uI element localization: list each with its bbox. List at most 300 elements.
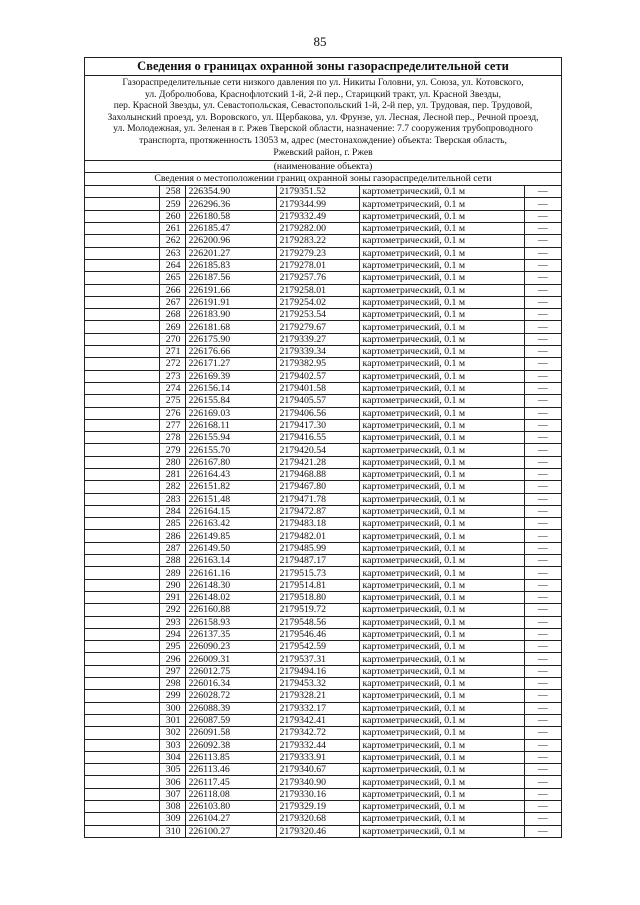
- dash-cell: —: [524, 604, 561, 616]
- determination-method: картометрический, 0.1 м: [359, 628, 524, 640]
- coordinate-y: 2179453.32: [276, 678, 359, 690]
- determination-method: картометрический, 0.1 м: [359, 493, 524, 505]
- dash-cell: —: [524, 321, 561, 333]
- dash-cell: —: [524, 714, 561, 726]
- object-description-line: Захолынский проезд, ул. Воровского, ул. Щербакова, ул. Фрунзе, ул. Лесная, Лесной пер., Речной проезд,: [107, 111, 539, 123]
- blank-cell: [85, 432, 159, 444]
- determination-method: картометрический, 0.1 м: [359, 665, 524, 677]
- blank-cell: [85, 456, 159, 468]
- point-number: 275: [159, 395, 185, 407]
- coordinate-x: 226156.14: [185, 382, 276, 394]
- table-row: [85, 370, 561, 382]
- table-row: [85, 616, 561, 628]
- blank-cell: [85, 370, 159, 382]
- table-row: [85, 358, 561, 370]
- blank-cell: [85, 776, 159, 788]
- determination-method: картометрический, 0.1 м: [359, 690, 524, 702]
- determination-method: картометрический, 0.1 м: [359, 751, 524, 763]
- point-number: 310: [159, 825, 185, 837]
- coordinate-y: 2179339.34: [276, 346, 359, 358]
- blank-cell: [85, 616, 159, 628]
- object-description-line: ул. Добролюбова, Краснофлотский 1-й, 2-й пер., Старицкий тракт, ул. Красной Звезды,: [144, 88, 502, 100]
- table-row: [85, 432, 561, 444]
- blank-cell: [85, 223, 159, 235]
- coordinate-x: 226113.46: [185, 764, 276, 776]
- coordinate-y: 2179279.67: [276, 321, 359, 333]
- dash-cell: —: [524, 813, 561, 825]
- point-number: 272: [159, 358, 185, 370]
- point-number: 307: [159, 788, 185, 800]
- table-row: [85, 653, 561, 665]
- point-number: 293: [159, 616, 185, 628]
- dash-cell: —: [524, 616, 561, 628]
- dash-cell: —: [524, 702, 561, 714]
- coordinate-y: 2179283.22: [276, 235, 359, 247]
- blank-cell: [85, 727, 159, 739]
- table-row: [85, 825, 561, 837]
- determination-method: картометрический, 0.1 м: [359, 259, 524, 271]
- point-number: 278: [159, 432, 185, 444]
- dash-cell: —: [524, 395, 561, 407]
- blank-cell: [85, 702, 159, 714]
- determination-method: картометрический, 0.1 м: [359, 788, 524, 800]
- point-number: 304: [159, 751, 185, 763]
- table-row: [85, 628, 561, 640]
- coordinate-x: 226160.88: [185, 604, 276, 616]
- blank-cell: [85, 801, 159, 813]
- table-row: [85, 296, 561, 308]
- table-row: [85, 764, 561, 776]
- blank-cell: [85, 542, 159, 554]
- determination-method: картометрический, 0.1 м: [359, 813, 524, 825]
- determination-method: картометрический, 0.1 м: [359, 714, 524, 726]
- coordinate-y: 2179421.28: [276, 456, 359, 468]
- table-row: [85, 567, 561, 579]
- table-row: [85, 641, 561, 653]
- table-row: [85, 346, 561, 358]
- determination-method: картометрический, 0.1 м: [359, 776, 524, 788]
- coordinate-x: 226155.84: [185, 395, 276, 407]
- dash-cell: —: [524, 358, 561, 370]
- table-row: [85, 604, 561, 616]
- coordinate-x: 226171.27: [185, 358, 276, 370]
- dash-cell: —: [524, 419, 561, 431]
- blank-cell: [85, 813, 159, 825]
- point-number: 306: [159, 776, 185, 788]
- dash-cell: —: [524, 284, 561, 296]
- determination-method: картометрический, 0.1 м: [359, 604, 524, 616]
- coordinate-y: 2179342.72: [276, 727, 359, 739]
- dash-cell: —: [524, 825, 561, 837]
- table-row: [85, 591, 561, 603]
- blank-cell: [85, 468, 159, 480]
- coordinate-x: 226155.70: [185, 444, 276, 456]
- coordinate-x: 226180.58: [185, 210, 276, 222]
- dash-cell: —: [524, 198, 561, 210]
- blank-cell: [85, 530, 159, 542]
- blank-cell: [85, 235, 159, 247]
- blank-cell: [85, 186, 159, 198]
- blank-cell: [85, 739, 159, 751]
- coordinate-x: 226163.42: [185, 518, 276, 530]
- coordinate-x: 226087.59: [185, 714, 276, 726]
- determination-method: картометрический, 0.1 м: [359, 727, 524, 739]
- coordinate-x: 226354.90: [185, 186, 276, 198]
- coordinate-y: 2179340.90: [276, 776, 359, 788]
- coordinate-y: 2179282.00: [276, 223, 359, 235]
- coordinate-y: 2179339.27: [276, 333, 359, 345]
- coordinate-x: 226091.58: [185, 727, 276, 739]
- coordinate-y: 2179279.23: [276, 247, 359, 259]
- determination-method: картометрический, 0.1 м: [359, 346, 524, 358]
- point-number: 269: [159, 321, 185, 333]
- dash-cell: —: [524, 272, 561, 284]
- determination-method: картометрический, 0.1 м: [359, 444, 524, 456]
- point-number: 282: [159, 481, 185, 493]
- point-number: 298: [159, 678, 185, 690]
- table-row: [85, 468, 561, 480]
- point-number: 268: [159, 309, 185, 321]
- coordinate-y: 2179417.30: [276, 419, 359, 431]
- point-number: 266: [159, 284, 185, 296]
- coordinate-x: 226104.27: [185, 813, 276, 825]
- determination-method: картометрический, 0.1 м: [359, 542, 524, 554]
- blank-cell: [85, 296, 159, 308]
- coordinate-y: 2179416.55: [276, 432, 359, 444]
- coordinate-x: 226201.27: [185, 247, 276, 259]
- blank-cell: [85, 346, 159, 358]
- blank-cell: [85, 825, 159, 837]
- point-number: 270: [159, 333, 185, 345]
- coordinate-x: 226016.34: [185, 678, 276, 690]
- table-row: [85, 702, 561, 714]
- document-title: Сведения о границах охранной зоны газораспределительной сети: [85, 58, 561, 76]
- coordinate-x: 226161.16: [185, 567, 276, 579]
- blank-cell: [85, 284, 159, 296]
- blank-cell: [85, 567, 159, 579]
- object-description-line: транспорта, протяженность 13053 м, адрес (местонахождение) объекта: Тверская область,: [139, 134, 507, 146]
- determination-method: картометрический, 0.1 м: [359, 186, 524, 198]
- coordinate-x: 226296.36: [185, 198, 276, 210]
- dash-cell: —: [524, 407, 561, 419]
- point-number: 287: [159, 542, 185, 554]
- point-number: 279: [159, 444, 185, 456]
- determination-method: картометрический, 0.1 м: [359, 653, 524, 665]
- object-description-line: Газораспределительные сети низкого давления по ул. Никиты Головни, ул. Союза, ул. Котовского,: [122, 77, 524, 88]
- table-row: [85, 714, 561, 726]
- determination-method: картометрический, 0.1 м: [359, 530, 524, 542]
- coordinate-x: 226118.08: [185, 788, 276, 800]
- determination-method: картометрический, 0.1 м: [359, 678, 524, 690]
- point-number: 264: [159, 259, 185, 271]
- coordinate-x: 226163.14: [185, 555, 276, 567]
- determination-method: картометрический, 0.1 м: [359, 825, 524, 837]
- determination-method: картометрический, 0.1 м: [359, 321, 524, 333]
- table-row: [85, 518, 561, 530]
- determination-method: картометрический, 0.1 м: [359, 456, 524, 468]
- blank-cell: [85, 690, 159, 702]
- determination-method: картометрический, 0.1 м: [359, 382, 524, 394]
- blank-cell: [85, 247, 159, 259]
- dash-cell: —: [524, 493, 561, 505]
- dash-cell: —: [524, 259, 561, 271]
- blank-cell: [85, 678, 159, 690]
- coordinate-x: 226158.93: [185, 616, 276, 628]
- point-number: 294: [159, 628, 185, 640]
- coordinate-y: 2179328.21: [276, 690, 359, 702]
- coordinate-y: 2179332.17: [276, 702, 359, 714]
- coordinate-y: 2179401.58: [276, 382, 359, 394]
- table-row: [85, 739, 561, 751]
- coordinate-y: 2179320.68: [276, 813, 359, 825]
- table-row: [85, 481, 561, 493]
- coordinate-y: 2179406.56: [276, 407, 359, 419]
- table-row: [85, 813, 561, 825]
- object-description-line: Ржевский район, г. Ржев: [273, 146, 373, 158]
- determination-method: картометрический, 0.1 м: [359, 702, 524, 714]
- point-number: 305: [159, 764, 185, 776]
- table-row: [85, 272, 561, 284]
- blank-cell: [85, 555, 159, 567]
- blank-cell: [85, 628, 159, 640]
- object-description-line: пер. Красной Звезды, ул. Севастопольская, Севастопольский 1-й, 2-й пер, ул. Трудовая, пер. Трудовой,: [113, 100, 533, 112]
- coordinate-y: 2179342.41: [276, 714, 359, 726]
- coordinate-x: 226092.38: [185, 739, 276, 751]
- coordinate-x: 226185.83: [185, 259, 276, 271]
- dash-cell: —: [524, 542, 561, 554]
- determination-method: картометрический, 0.1 м: [359, 616, 524, 628]
- point-number: 295: [159, 641, 185, 653]
- point-number: 271: [159, 346, 185, 358]
- dash-cell: —: [524, 776, 561, 788]
- blank-cell: [85, 259, 159, 271]
- coordinate-y: 2179485.99: [276, 542, 359, 554]
- blank-cell: [85, 407, 159, 419]
- coordinate-x: 226187.56: [185, 272, 276, 284]
- coordinate-y: 2179515.73: [276, 567, 359, 579]
- coordinate-y: 2179519.72: [276, 604, 359, 616]
- determination-method: картометрический, 0.1 м: [359, 358, 524, 370]
- dash-cell: —: [524, 296, 561, 308]
- table-row: [85, 505, 561, 517]
- section-title: Сведения о местоположении границ охранной зоны газораспределительной сети: [85, 173, 561, 186]
- blank-cell: [85, 714, 159, 726]
- table-row: [85, 284, 561, 296]
- coordinate-y: 2179254.02: [276, 296, 359, 308]
- determination-method: картометрический, 0.1 м: [359, 223, 524, 235]
- blank-cell: [85, 382, 159, 394]
- table-row: [85, 223, 561, 235]
- table-row: [85, 419, 561, 431]
- blank-cell: [85, 198, 159, 210]
- coordinate-y: 2179402.57: [276, 370, 359, 382]
- blank-cell: [85, 333, 159, 345]
- dash-cell: —: [524, 309, 561, 321]
- determination-method: картометрический, 0.1 м: [359, 235, 524, 247]
- determination-method: картометрический, 0.1 м: [359, 296, 524, 308]
- blank-cell: [85, 444, 159, 456]
- table-row: [85, 407, 561, 419]
- coordinate-y: 2179467.80: [276, 481, 359, 493]
- blank-cell: [85, 481, 159, 493]
- determination-method: картометрический, 0.1 м: [359, 468, 524, 480]
- coordinate-x: 226100.27: [185, 825, 276, 837]
- coordinate-x: 226167.80: [185, 456, 276, 468]
- point-number: 274: [159, 382, 185, 394]
- dash-cell: —: [524, 788, 561, 800]
- coordinate-y: 2179482.01: [276, 530, 359, 542]
- dash-cell: —: [524, 468, 561, 480]
- point-number: 296: [159, 653, 185, 665]
- table-row: [85, 382, 561, 394]
- table-row: [85, 579, 561, 591]
- blank-cell: [85, 641, 159, 653]
- coordinate-x: 226090.23: [185, 641, 276, 653]
- determination-method: картометрический, 0.1 м: [359, 764, 524, 776]
- dash-cell: —: [524, 456, 561, 468]
- determination-method: картометрический, 0.1 м: [359, 518, 524, 530]
- blank-cell: [85, 210, 159, 222]
- table-row: [85, 665, 561, 677]
- coordinate-y: 2179332.49: [276, 210, 359, 222]
- coordinate-y: 2179333.91: [276, 751, 359, 763]
- dash-cell: —: [524, 210, 561, 222]
- coordinate-y: 2179382.95: [276, 358, 359, 370]
- determination-method: картометрический, 0.1 м: [359, 567, 524, 579]
- point-number: 261: [159, 223, 185, 235]
- table-row: [85, 456, 561, 468]
- coordinate-x: 226191.91: [185, 296, 276, 308]
- object-description: [85, 76, 561, 161]
- coordinates-table-body: [85, 186, 561, 837]
- dash-cell: —: [524, 444, 561, 456]
- determination-method: картометрический, 0.1 м: [359, 801, 524, 813]
- table-row: [85, 321, 561, 333]
- point-number: 267: [159, 296, 185, 308]
- dash-cell: —: [524, 727, 561, 739]
- coordinate-y: 2179351.52: [276, 186, 359, 198]
- determination-method: картометрический, 0.1 м: [359, 419, 524, 431]
- coordinate-x: 226176.66: [185, 346, 276, 358]
- table-row: [85, 309, 561, 321]
- coordinate-x: 226009.31: [185, 653, 276, 665]
- determination-method: картометрический, 0.1 м: [359, 579, 524, 591]
- coordinate-y: 2179472.87: [276, 505, 359, 517]
- point-number: 308: [159, 801, 185, 813]
- determination-method: картометрический, 0.1 м: [359, 272, 524, 284]
- point-number: 285: [159, 518, 185, 530]
- dash-cell: —: [524, 235, 561, 247]
- blank-cell: [85, 604, 159, 616]
- table-row: [85, 727, 561, 739]
- coordinate-x: 226191.66: [185, 284, 276, 296]
- point-number: 286: [159, 530, 185, 542]
- coordinate-x: 226164.15: [185, 505, 276, 517]
- blank-cell: [85, 358, 159, 370]
- blank-cell: [85, 788, 159, 800]
- point-number: 303: [159, 739, 185, 751]
- determination-method: картометрический, 0.1 м: [359, 333, 524, 345]
- determination-method: картометрический, 0.1 м: [359, 739, 524, 751]
- blank-cell: [85, 653, 159, 665]
- point-number: 284: [159, 505, 185, 517]
- dash-cell: —: [524, 518, 561, 530]
- coordinate-y: 2179483.18: [276, 518, 359, 530]
- point-number: 289: [159, 567, 185, 579]
- table-row: [85, 678, 561, 690]
- coordinate-x: 226155.94: [185, 432, 276, 444]
- point-number: 276: [159, 407, 185, 419]
- object-caption: (наименование объекта): [85, 161, 561, 173]
- point-number: 297: [159, 665, 185, 677]
- coordinate-x: 226169.39: [185, 370, 276, 382]
- table-row: [85, 690, 561, 702]
- blank-cell: [85, 272, 159, 284]
- point-number: 262: [159, 235, 185, 247]
- table-row: [85, 333, 561, 345]
- coordinate-y: 2179494.16: [276, 665, 359, 677]
- table-row: [85, 555, 561, 567]
- dash-cell: —: [524, 333, 561, 345]
- dash-cell: —: [524, 370, 561, 382]
- table-row: [85, 395, 561, 407]
- coordinate-y: 2179518.80: [276, 591, 359, 603]
- determination-method: картометрический, 0.1 м: [359, 481, 524, 493]
- coordinate-x: 226164.43: [185, 468, 276, 480]
- dash-cell: —: [524, 223, 561, 235]
- table-row: [85, 444, 561, 456]
- table-row: [85, 235, 561, 247]
- determination-method: картометрический, 0.1 м: [359, 198, 524, 210]
- coordinate-x: 226148.30: [185, 579, 276, 591]
- blank-cell: [85, 579, 159, 591]
- coordinate-y: 2179514.81: [276, 579, 359, 591]
- dash-cell: —: [524, 690, 561, 702]
- coordinate-y: 2179487.17: [276, 555, 359, 567]
- table-row: [85, 530, 561, 542]
- coordinate-x: 226181.68: [185, 321, 276, 333]
- blank-cell: [85, 419, 159, 431]
- point-number: 291: [159, 591, 185, 603]
- dash-cell: —: [524, 382, 561, 394]
- coordinate-y: 2179546.46: [276, 628, 359, 640]
- coordinate-x: 226185.47: [185, 223, 276, 235]
- determination-method: картометрический, 0.1 м: [359, 555, 524, 567]
- blank-cell: [85, 321, 159, 333]
- determination-method: картометрический, 0.1 м: [359, 395, 524, 407]
- point-number: 258: [159, 186, 185, 198]
- table-row: [85, 210, 561, 222]
- coordinate-x: 226168.11: [185, 419, 276, 431]
- blank-cell: [85, 505, 159, 517]
- table-row: [85, 198, 561, 210]
- coordinate-y: 2179332.44: [276, 739, 359, 751]
- coordinate-x: 226169.03: [185, 407, 276, 419]
- determination-method: картометрический, 0.1 м: [359, 505, 524, 517]
- blank-cell: [85, 493, 159, 505]
- coordinate-y: 2179537.31: [276, 653, 359, 665]
- table-row: [85, 542, 561, 554]
- table-row: [85, 751, 561, 763]
- determination-method: картометрический, 0.1 м: [359, 641, 524, 653]
- dash-cell: —: [524, 801, 561, 813]
- dash-cell: —: [524, 505, 561, 517]
- coordinate-y: 2179548.56: [276, 616, 359, 628]
- coordinate-x: 226149.85: [185, 530, 276, 542]
- coordinate-y: 2179330.16: [276, 788, 359, 800]
- dash-cell: —: [524, 567, 561, 579]
- point-number: 265: [159, 272, 185, 284]
